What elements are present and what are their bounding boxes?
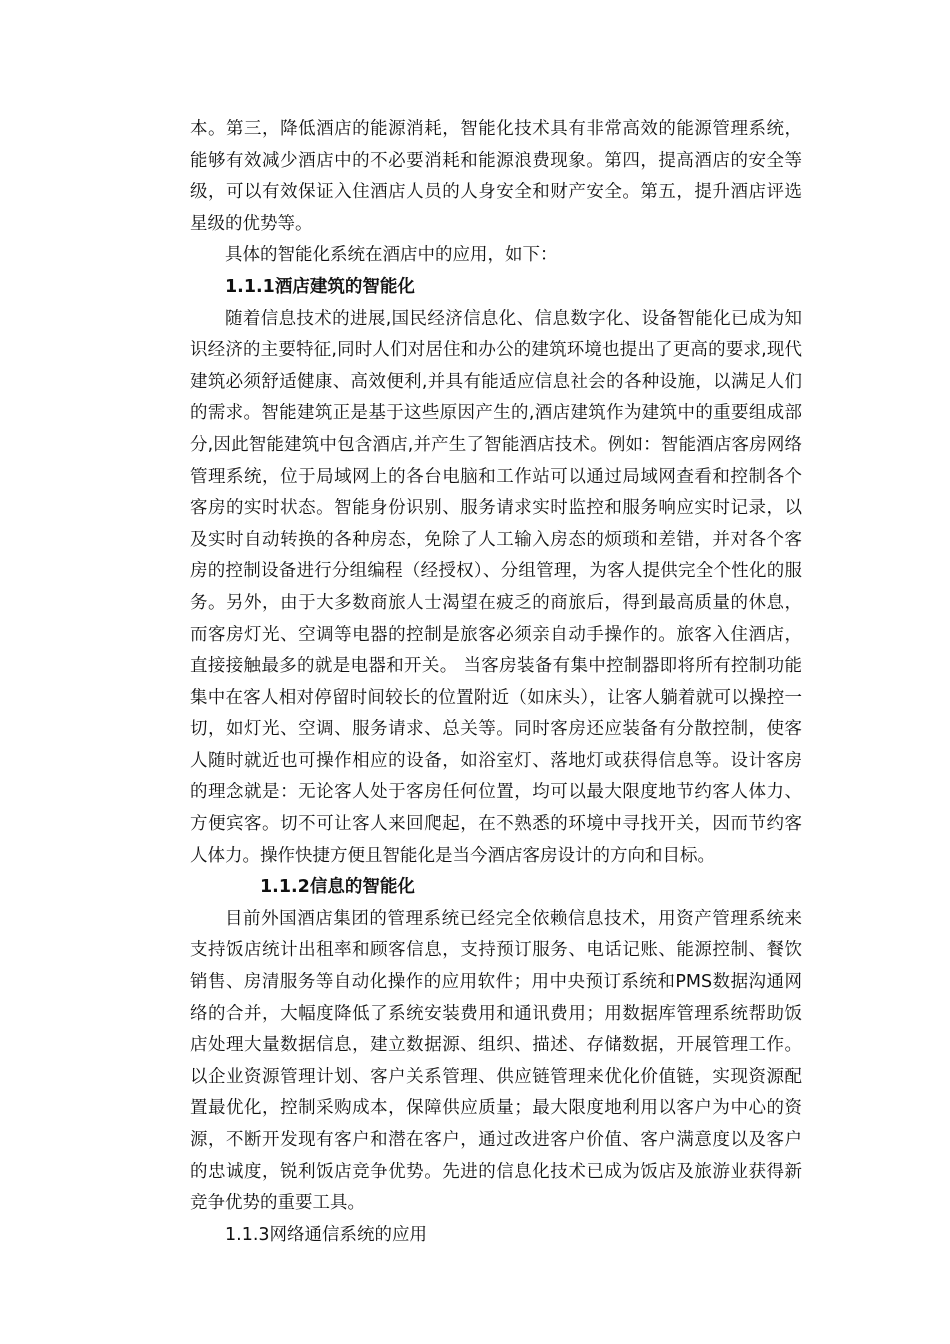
paragraph-smart-building: 随着信息技术的进展,国民经济信息化、信息数字化、设备智能化已成为知识经济的主要特征,同时人们对居住和办公的建筑环境也提出了更高的要求,现代建筑必须舒适健康、高效便利,并具有能适应信息社会的各种设施，以满足人们的需求。智能建筑正是基于这些原因产生的,酒店建筑作为建筑中的重要组成部分,因此智能建筑中包含酒店,并产生了智能酒店技术。例如：智能酒店客房网络管理系统，位于局域网上的各台电脑和工作站可以通过局域网查看和控制各个客房的实时状态。智能身份识别、服务请求实时监控和服务响应实时记录，以及实时自动转换的各种房态，免除了人工输入房态的烦琐和差错，并对各个客房的控制设备进行分组编程（经授权）、分组管理，为客人提供完全个性化的服务。另外，由于大多数商旅人士渴望在疲乏的商旅后，得到最高质量的休息，而客房灯光、空调等电器的控制是旅客必须亲自动手操作的。旅客入住酒店，直接接触最多的就是电器和开关。 当客房装备有集中控制器即将所有控制功能集中在客人相对停留时间较长的位置附近（如床头），让客人躺着就可以操控一切，如灯光、空调、服务请求、总关等。同时客房还应装备有分散控制，使客人随时就近也可操作相应的设备，如浴室灯、落地灯或获得信息等。设计客房的理念就是：无论客人处于客房任何位置，均可以最大限度地节约客人体力、方便宾客。切不可让客人来回爬起，在不熟悉的环境中寻找开关，因而节约客人体力。操作快捷方便且智能化是当今酒店客房设计的方向和目标。: [190, 308, 802, 866]
paragraph-energy-safety: 本。第三，降低酒店的能源消耗，智能化技术具有非常高效的能源管理系统，能够有效减少酒店中的不必要消耗和能源浪费现象。第四，提高酒店的安全等级，可以有效保证入住酒店人员的人身安全和财产安全。第五，提升酒店评选星级的优势等。: [190, 119, 802, 234]
section-heading-1-1-2: 1.1.2信息的智能化: [260, 877, 415, 898]
section-heading-1-1-1: 1.1.1酒店建筑的智能化: [225, 276, 415, 297]
document-page: [190, 114, 802, 1251]
section-heading-1-1-3: 1.1.3网络通信系统的应用: [225, 1224, 428, 1245]
paragraph-intro-applications: 具体的智能化系统在酒店中的应用，如下：: [225, 245, 558, 266]
paragraph-information-systems: 目前外国酒店集团的管理系统已经完全依赖信息技术，用资产管理系统来支持饭店统计出租率和顾客信息，支持预订服务、电话记账、能源控制、餐饮销售、房清服务等自动化操作的应用软件；用中央预订系统和PMS数据沟通网络的合并，大幅度降低了系统安装费用和通讯费用；用数据库管理系统帮助饭店处理大量数据信息，建立数据源、组织、描述、存储数据，开展管理工作。以企业资源管理计划、客户关系管理、供应链管理来优化价值链，实现资源配置最优化，控制采购成本，保障供应质量；最大限度地利用以客户为中心的资源，不断开发现有客户和潜在客户，通过改进客户价值、客户满意度以及客户的忠诚度，锐利饭店竞争优势。先进的信息化技术已成为饭店及旅游业获得新竞争优势的重要工具。: [190, 908, 802, 1214]
